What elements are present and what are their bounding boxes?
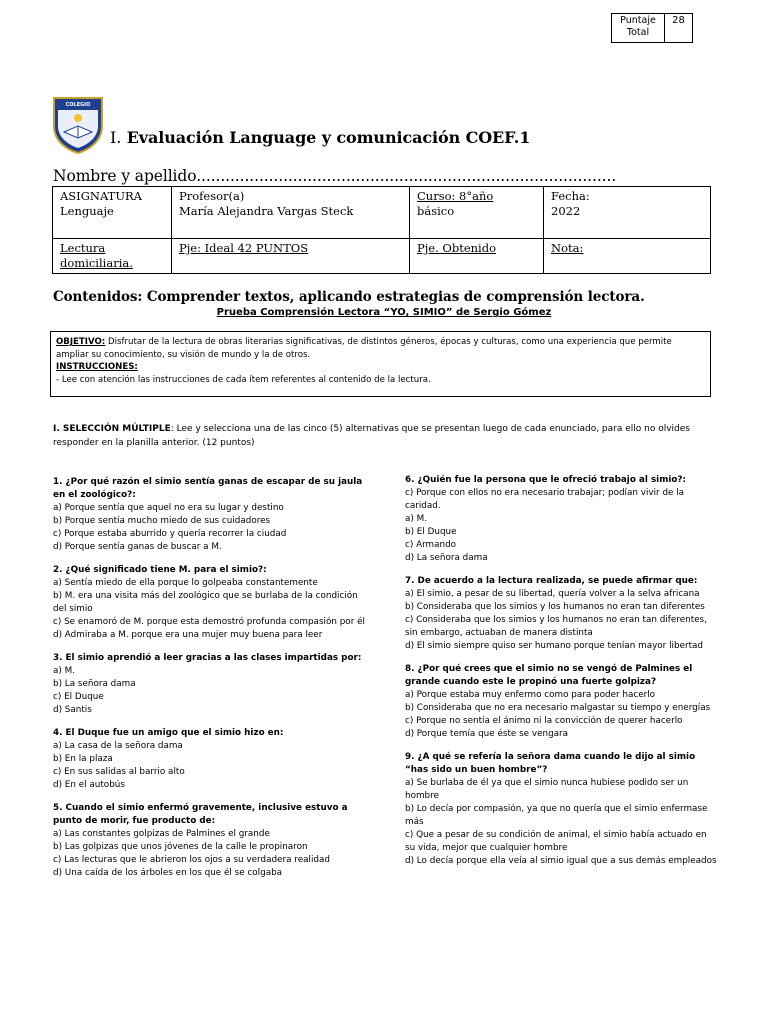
answer-option: d) El simio siempre quiso ser humano porque tenían mayor libertad <box>405 641 704 651</box>
fecha-label: Fecha: <box>551 189 590 203</box>
answer-option: c) Consideraba que los simios y los humanos no eran tan diferentes, sin embargo, actuaban de manera distinta <box>405 615 707 638</box>
fecha-cell <box>544 187 711 239</box>
question-item <box>405 663 718 741</box>
answer-option: b) Lo decía por compasión, ya que no quería que el simio enfermase más <box>405 804 708 827</box>
lectura-line2: domiciliaria. <box>60 256 133 270</box>
asignatura-label: ASIGNATURA <box>60 189 142 203</box>
answer-option: c) Se enamoró de M. porque esta demostró profunda compasión por él <box>53 617 365 627</box>
answer-option: c) Porque no sentía el ánimo ni la convicción de querer hacerlo <box>405 716 683 726</box>
profesor-label: Profesor(a) <box>179 189 245 203</box>
answer-option: c) El Duque <box>53 692 104 702</box>
profesor-value: María Alejandra Vargas Steck <box>179 204 354 218</box>
answer-option: b) Porque sentía mucho miedo de sus cuidadores <box>53 516 271 526</box>
title-number: I. <box>110 128 122 147</box>
curso-label: Curso: 8°año <box>417 189 494 203</box>
answer-option: d) Porque sentía ganas de buscar a M. <box>53 542 222 552</box>
seleccion-label: I. SELECCIÓN MÚLTIPLE <box>53 424 171 434</box>
seleccion-instructions <box>53 422 718 450</box>
lectura-line1: Lectura <box>60 241 106 255</box>
curso-cell <box>410 187 544 239</box>
question-item <box>53 564 365 642</box>
question-text: 9. ¿A qué se refería la señora dama cuando le dijo al simio “has sido un buen hombre”? <box>405 752 696 775</box>
contenidos-heading: Contenidos: Comprender textos, aplicando estrategias de comprensión lectora. <box>53 289 645 305</box>
question-text: 4. El Duque fue un amigo que el simio hizo en: <box>53 728 284 738</box>
answer-option: b) Consideraba que no era necesario malgastar su tiempo y energías <box>405 703 711 713</box>
name-line: Nombre y apellido....................................................................................... <box>53 167 617 185</box>
question-text: 6. ¿Quién fue la persona que le ofreció trabajo al simio?: <box>405 475 687 485</box>
objetivo-label: OBJETIVO: <box>56 337 106 347</box>
seleccion-text: : Lee y selecciona una de las cinco (5) alternativas que se presentan luego de cada enunciado, para ello no olvides responder en la planilla anterior. (12 puntos) <box>53 424 690 448</box>
pje-ideal: Pje: Ideal 42 PUNTOS <box>179 241 309 255</box>
question-text: 5. Cuando el simio enfermó gravemente, inclusive estuvo a punto de morir, fue producto de: <box>53 803 348 826</box>
school-logo <box>52 96 104 154</box>
question-item <box>405 751 718 868</box>
answer-option: c) Las lecturas que le abrieron los ojos a su verdadera realidad <box>53 855 330 865</box>
question-item <box>53 727 365 792</box>
question-item <box>53 802 365 880</box>
question-text: 8. ¿Por qué crees que el simio no se vengó de Palmines el grande cuando este le propinó una fuerte golpiza? <box>405 664 693 687</box>
pje-obtenido: Pje. Obtenido <box>417 241 497 255</box>
answer-option: b) Consideraba que los simios y los humanos no eran tan diferentes <box>405 602 705 612</box>
question-item <box>405 575 718 653</box>
logo-text: COLEGIO <box>65 102 91 108</box>
answer-option: d) En el autobús <box>53 780 125 790</box>
answer-option: a) Sentía miedo de ella porque lo golpeaba constantemente <box>53 578 318 588</box>
question-item <box>53 652 365 717</box>
answer-option: a) Porque estaba muy enfermo como para poder hacerlo <box>405 690 656 700</box>
score-box <box>611 13 693 43</box>
answer-option: d) Admiraba a M. porque era una mujer muy buena para leer <box>53 630 323 640</box>
question-text: 1. ¿Por qué razón el simio sentía ganas de escapar de su jaula en el zoológico?: <box>53 477 363 500</box>
answer-option: a) El simio, a pesar de su libertad, quería volver a la selva africana <box>405 589 700 599</box>
objetivo-box <box>50 331 711 397</box>
nota: Nota: <box>551 241 584 255</box>
answer-option: d) Santis <box>53 705 92 715</box>
question-text: 3. El simio aprendió a leer gracias a las clases impartidas por: <box>53 653 362 663</box>
objetivo-text: Disfrutar de la lectura de obras literarias significativas, de distintos géneros, épocas y culturas, como una experiencia que permite ampliar su conocimiento, su visión de mundo y la de otros. <box>56 337 672 360</box>
asignatura-cell <box>53 187 172 239</box>
answer-option: a) M. <box>53 666 76 676</box>
lectura-cell <box>53 239 172 274</box>
answer-option: b) En la plaza <box>53 754 113 764</box>
answer-option: b) M. era una visita más del zoológico que se burlaba de la condición del simio <box>53 591 358 614</box>
pje-ideal-cell <box>172 239 410 274</box>
answer-option: b) El Duque <box>405 527 457 537</box>
answer-option: c) En sus salidas al barrio alto <box>53 767 185 777</box>
profesor-cell <box>172 187 410 239</box>
answer-option: d) Lo decía porque ella veía al simio igual que a sus demás empleados <box>405 856 717 866</box>
answer-option: a) Las constantes golpizas de Palmines el grande <box>53 829 270 839</box>
answer-option: b) La señora dama <box>53 679 136 689</box>
answer-option: d) Una caída de los árboles en los que él se colgaba <box>53 868 283 878</box>
questions-right-column <box>405 474 718 878</box>
answer-option: a) Porque sentía que aquel no era su lugar y destino <box>53 503 284 513</box>
header-table <box>52 186 711 274</box>
answer-option: c) Porque con ellos no era necesario trabajar; podían vivir de la caridad. <box>405 488 685 511</box>
page-title <box>110 128 530 147</box>
answer-option: a) M. <box>405 514 428 524</box>
answer-option: d) La señora dama <box>405 553 488 563</box>
question-text: 2. ¿Qué significado tiene M. para el simio?: <box>53 565 267 575</box>
instrucciones-text: - Lee con atención las instrucciones de cada ítem referentes al contenido de la lectura. <box>56 374 431 385</box>
question-text: 7. De acuerdo a la lectura realizada, se puede afirmar que: <box>405 576 698 586</box>
questions-left-column <box>53 476 365 890</box>
title-text: Evaluación Language y comunicación COEF.1 <box>126 128 531 147</box>
question-item <box>53 476 365 554</box>
fecha-value: 2022 <box>551 204 581 218</box>
answer-option: d) Porque temía que éste se vengara <box>405 729 569 739</box>
pje-obtenido-cell <box>410 239 544 274</box>
asignatura-value: Lenguaje <box>60 204 114 218</box>
objetivo-paragraph <box>56 336 705 361</box>
score-label: Puntaje Total <box>612 14 665 42</box>
question-item <box>405 474 718 565</box>
answer-option: c) Armando <box>405 540 457 550</box>
answer-option: c) Que a pesar de su condición de animal, el simio había actuado en su vida, mejor que cualquier hombre <box>405 830 707 853</box>
answer-option: a) Se burlaba de él ya que el simio nunca hubiese podido ser un hombre <box>405 778 689 801</box>
score-value: 28 <box>672 15 685 26</box>
prueba-subtitle: Prueba Comprensión Lectora “YO, SIMIO” de Sergio Gómez <box>216 307 552 318</box>
answer-option: a) La casa de la señora dama <box>53 741 183 751</box>
nota-cell <box>544 239 711 274</box>
curso-value: básico <box>417 204 455 218</box>
answer-option: b) Las golpizas que unos jóvenes de la calle le propinaron <box>53 842 308 852</box>
instrucciones-label: INSTRUCCIONES: <box>56 362 138 372</box>
answer-option: c) Porque estaba aburrido y quería recorrer la ciudad <box>53 529 287 539</box>
